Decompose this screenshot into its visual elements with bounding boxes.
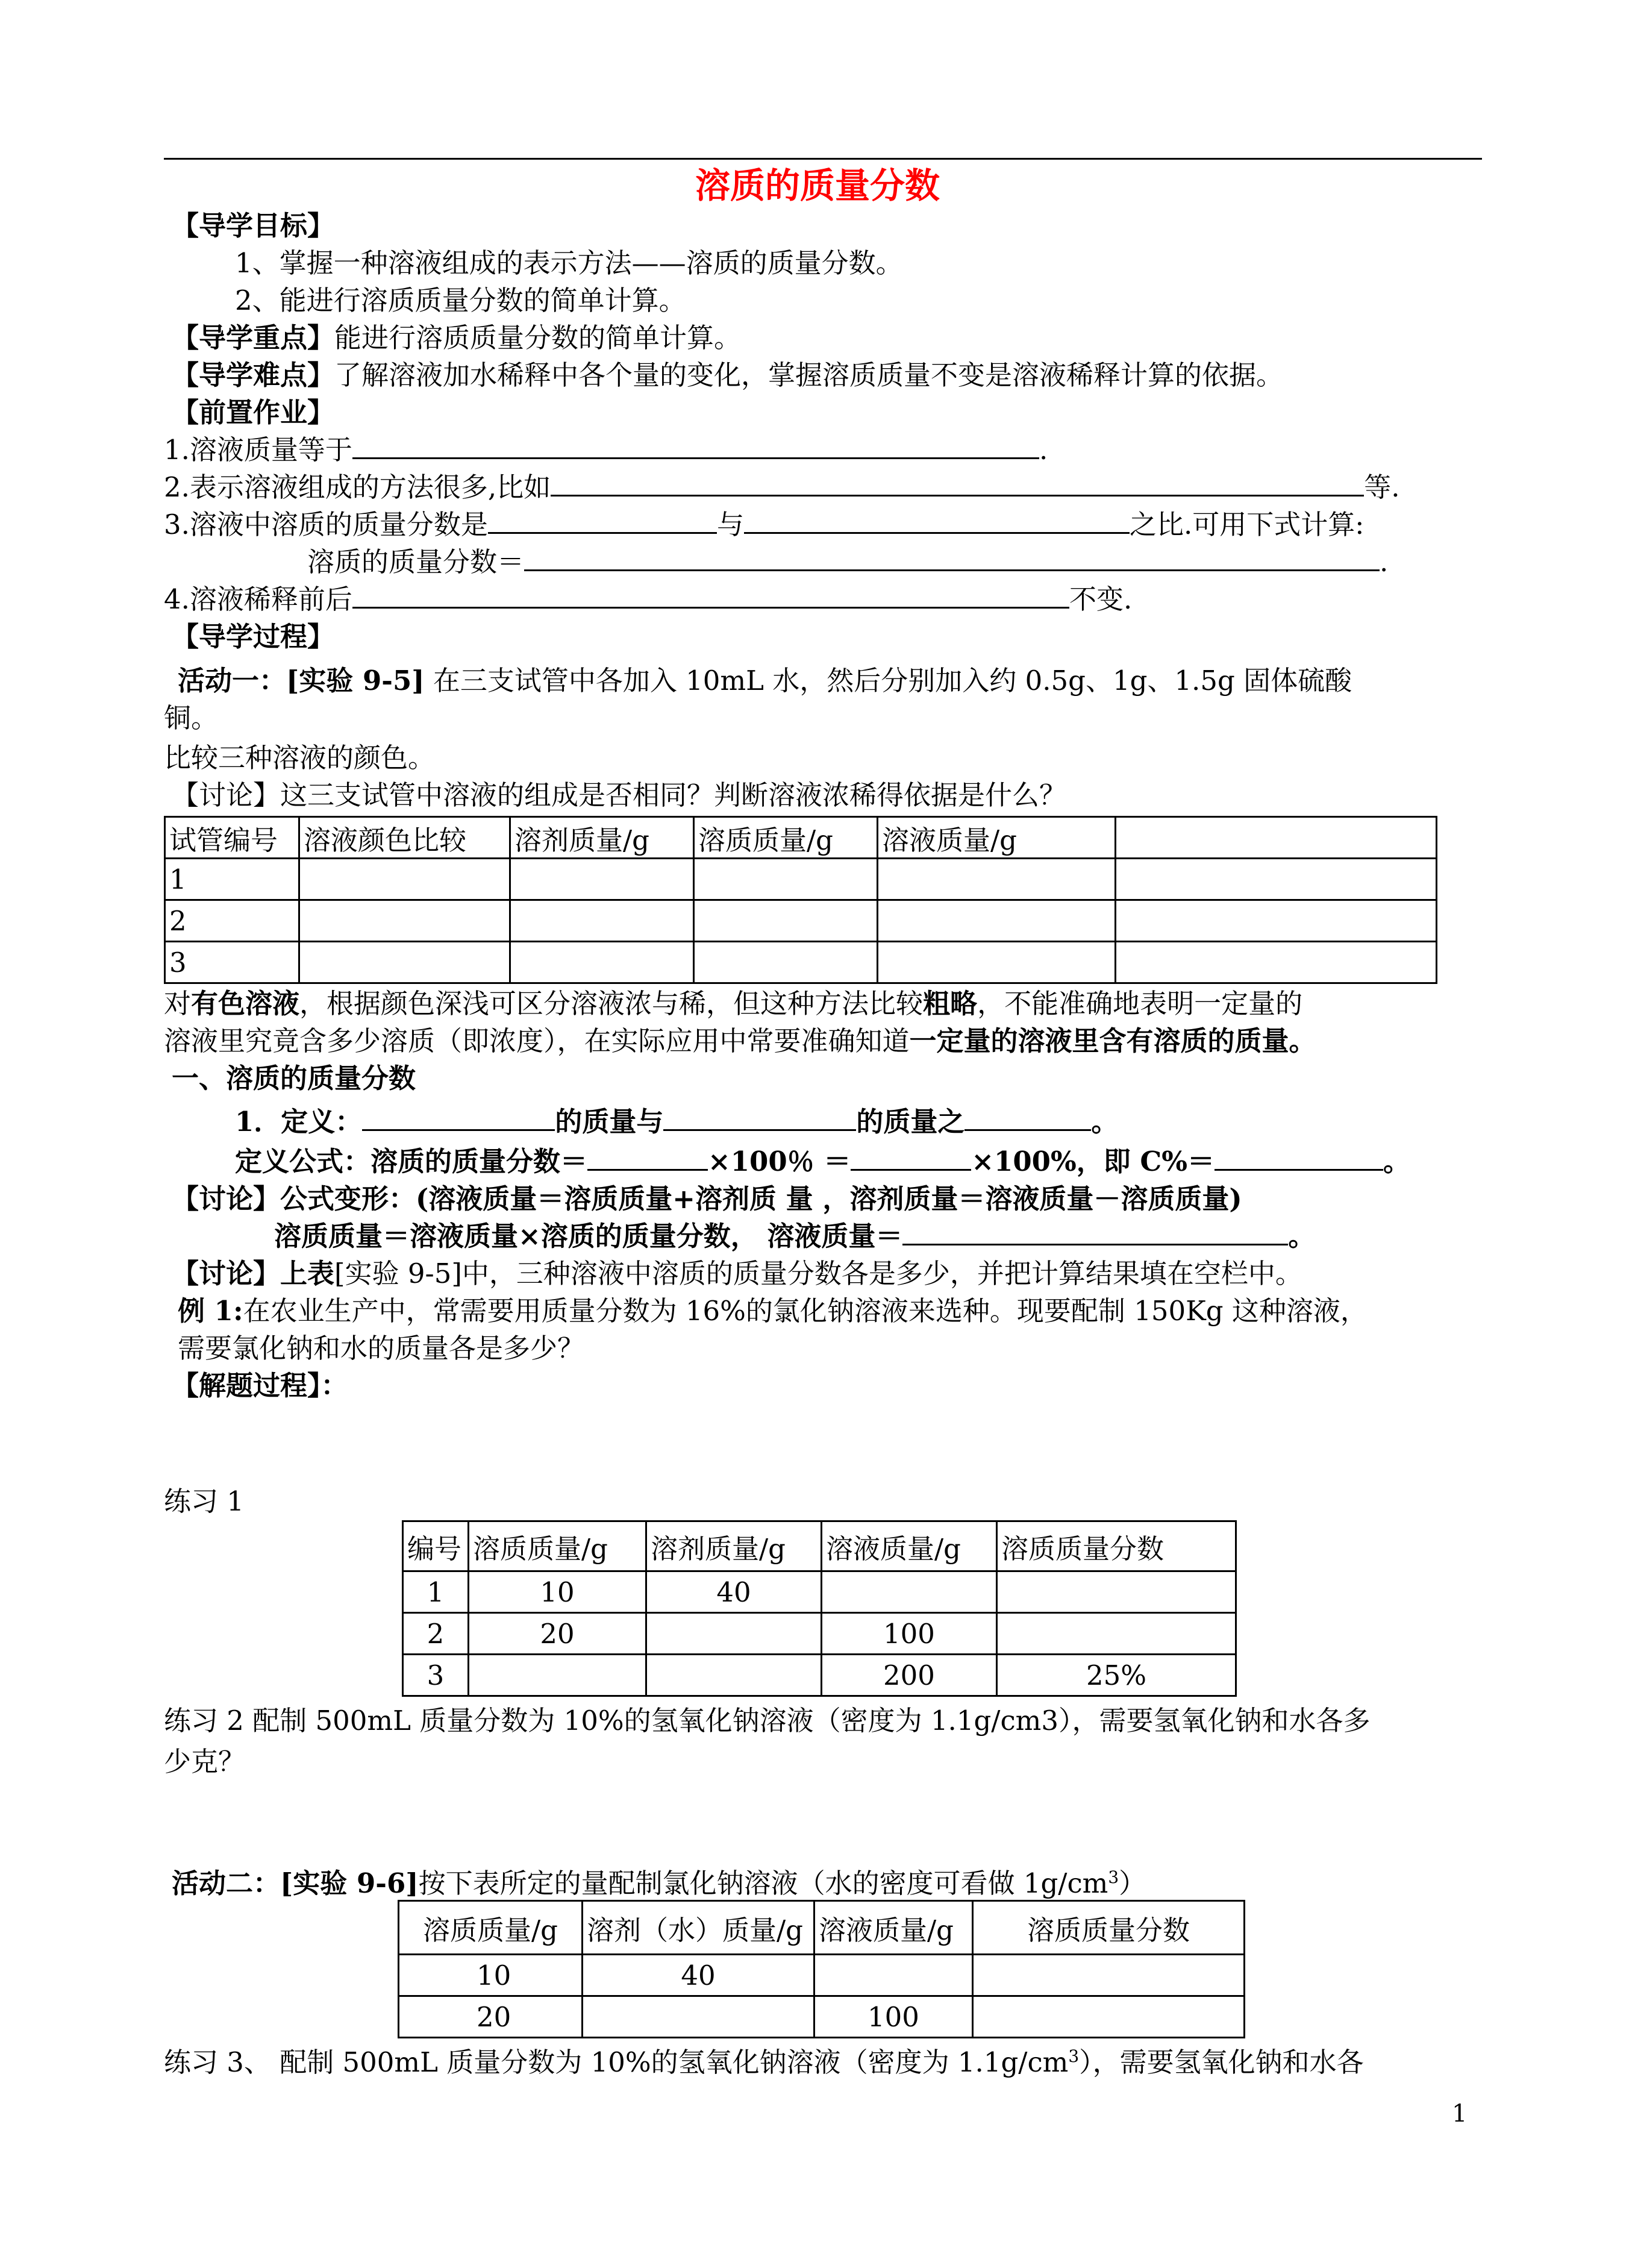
table-row [165,859,1437,900]
formula-blank-3[interactable] [1215,1144,1383,1171]
activity1-label: 活动一：[实验 9-5] [178,665,425,697]
page-title: 溶质的质量分数 [695,165,940,206]
activity1-line [178,663,1352,699]
solution-heading: 【解题过程】： [172,1370,348,1402]
table-cell[interactable] [822,1571,997,1613]
exercise3-end: ），需要氢氧化钠和水各 [1079,2046,1364,2078]
experiment-table [164,816,1437,984]
formula-blank-2[interactable] [851,1144,971,1171]
table-cell: 3 [165,942,299,983]
def-blank-1[interactable] [362,1104,555,1131]
q3-formula-blank[interactable] [524,544,1380,571]
goal-item: 2、能进行溶质质量分数的简单计算。 [235,284,686,316]
q4-blank[interactable] [352,581,1069,609]
table-header-row [399,1901,1245,1955]
table-cell: 2 [403,1613,469,1655]
formula-text: ×100%，即 C%＝ [971,1145,1215,1177]
exercise3-line [164,2038,1364,2081]
table-cell[interactable] [299,859,510,900]
table-cell[interactable] [1116,942,1437,983]
para-bold: 粗略 [923,988,978,1020]
para-text: ，根据颜色深浅可区分溶液浓与稀，但这种方法比较 [299,988,924,1020]
table-cell: 1 [403,1571,469,1613]
def-blank-3[interactable] [964,1104,1091,1131]
table-cell[interactable] [510,859,694,900]
formula-text: 定义公式：溶质的质量分数＝ [235,1145,588,1177]
table-header-cell: 溶液质量/g [814,1901,973,1955]
formula-text: 。 [1383,1145,1410,1177]
table-header-cell: 溶质质量/g [469,1521,646,1571]
q2-text: 2.表示溶液组成的方法很多,比如 [164,471,551,503]
table-cell[interactable] [646,1613,822,1655]
table-header-row [165,817,1437,859]
q4-text: 4.溶液稀释前后 [164,583,352,615]
exercise1-table [402,1520,1237,1697]
example-line-2: 需要氯化钠和水的质量各是多少？ [178,1332,585,1364]
formula-line [235,1144,1410,1180]
transform-text: 。 [1288,1220,1316,1252]
table-cell: 20 [469,1613,646,1655]
discussion-2-label: 【讨论】上表 [172,1258,335,1289]
q1-blank[interactable] [352,432,1039,459]
activity2-end: ） [1119,1867,1146,1899]
table-cell[interactable] [1116,900,1437,942]
table-cell[interactable] [814,1955,973,1996]
formula-blank-1[interactable] [587,1144,708,1171]
goals-heading: 【导学目标】 [172,210,335,242]
table-header-cell: 溶液质量/g [878,817,1116,859]
table-cell[interactable] [299,900,510,942]
header-rule [164,158,1482,160]
section-heading: 一、溶质的质量分数 [172,1062,416,1094]
table-cell: 25% [997,1655,1236,1696]
para-text: 溶液里究竟含多少溶质（即浓度），在实际应用中常要准确知道 [164,1025,910,1057]
table-header-cell: 溶质质量/g [694,817,878,859]
homework-q1 [164,432,1048,468]
table-cell[interactable] [997,1571,1236,1613]
process-heading: 【导学过程】 [172,621,335,653]
formula-text: ×100％ ＝ [708,1145,851,1177]
table-row [399,1955,1245,1996]
table-cell[interactable] [299,942,510,983]
table-cell[interactable] [694,900,878,942]
exercise1-label: 练习 1 [164,1485,244,1517]
table-cell: 10 [399,1955,583,1996]
def-blank-2[interactable] [663,1104,856,1131]
table-cell[interactable] [997,1613,1236,1655]
table-cell[interactable] [583,1996,814,2038]
table-cell: 40 [583,1955,814,1996]
table-header-row [403,1521,1236,1571]
table-row [403,1571,1236,1613]
q3-formula-text: 溶质的质量分数＝ [307,546,525,578]
q2-end: 等. [1364,471,1400,503]
homework-q3-formula [307,544,1388,580]
table-row [403,1613,1236,1655]
example-label: 例 1: [178,1295,243,1327]
table-cell[interactable] [469,1655,646,1696]
table-cell: 100 [822,1613,997,1655]
difficulty-line [172,357,1283,393]
table-row [165,900,1437,942]
table-row [403,1655,1236,1696]
table-header-cell: 溶质质量分数 [997,1521,1236,1571]
table-header-cell [1116,817,1437,859]
paragraph-line-2 [164,1023,1316,1059]
table-cell: 40 [646,1571,822,1613]
q1-text: 1.溶液质量等于 [164,434,352,466]
exercise2-line: 练习 2 配制 500mL 质量分数为 10%的氢氧化钠溶液（密度为 1.1g/cm3），需要氢氧化钠和水各多 [164,1705,1371,1737]
def-text: 1．定义： [235,1106,363,1138]
table-cell[interactable] [878,900,1116,942]
def-text: 。 [1091,1106,1119,1138]
transform-text: 溶质质量＝溶液质量×溶质的质量分数， 溶液质量＝ [274,1220,903,1252]
table-header-cell: 编号 [403,1521,469,1571]
q3-formula-end: . [1380,546,1389,578]
transform-line: 【讨论】公式变形：(溶液质量＝溶质质量+溶剂质 量 ，溶剂质量＝溶液质量－溶质质量) [172,1183,1242,1215]
table-cell[interactable] [878,942,1116,983]
table-header-cell: 溶剂质量/g [510,817,694,859]
homework-q4 [164,581,1132,618]
difficulty-text: 了解溶液加水稀释中各个量的变化，掌握溶质质量不变是溶液稀释计算的依据。 [334,359,1284,391]
q3-blank-2[interactable] [744,507,1130,534]
table-cell[interactable] [973,1955,1245,1996]
table-cell[interactable] [510,900,694,942]
page-number: 1 [1452,2100,1468,2128]
exercise3-sup: 3 [1068,2046,1080,2066]
table-cell[interactable] [973,1996,1245,2038]
homework-q2 [164,469,1400,506]
table-header-cell: 溶剂质量/g [646,1521,822,1571]
table-cell: 200 [822,1655,997,1696]
activity2-line [172,1859,1146,1902]
exercise2-line-2: 少克？ [164,1746,246,1778]
transform-blank[interactable] [902,1218,1288,1245]
table-cell[interactable] [1116,859,1437,900]
table-row [165,942,1437,983]
q4-end: 不变. [1069,583,1133,615]
activity1-text: 在三支试管中各加入 10mL 水，然后分别加入约 0.5g、1g、1.5g 固体硫酸 [433,665,1352,697]
q3-text: 3.溶液中溶质的质量分数是 [164,509,488,540]
table-cell[interactable] [694,942,878,983]
table-cell: 10 [469,1571,646,1613]
para-text: ，不能准确地表明一定量的 [977,988,1303,1020]
table-row [399,1996,1245,2038]
activity2-sup: 3 [1108,1867,1119,1887]
discussion-2-text: [实验 9-5]中，三种溶液中溶质的质量分数各是多少，并把计算结果填在空栏中。 [334,1258,1302,1289]
def-text: 的质量与 [555,1106,664,1138]
q3-text-2: 与 [716,509,744,540]
homework-heading: 【前置作业】 [172,396,335,428]
exercise3-text: 练习 3、 配制 500mL 质量分数为 10%的氢氧化钠溶液（密度为 1.1g/cm [164,2046,1069,2078]
q3-blank-1[interactable] [488,507,717,534]
activity2-label: 活动二：[实验 9-6] [172,1867,419,1899]
table-header-cell: 溶液颜色比较 [299,817,510,859]
difficulty-label: 【导学难点】 [172,359,335,391]
homework-q3 [164,507,1364,543]
key-point-text: 能进行溶质质量分数的简单计算。 [334,322,742,354]
activity1-line-3: 比较三种溶液的颜色。 [164,742,436,774]
table-header-cell: 溶质质量分数 [973,1901,1245,1955]
example-line [178,1293,1368,1329]
table-cell: 100 [814,1996,973,2038]
para-text: 对 [164,988,192,1020]
discussion-1: 【讨论】这三支试管中溶液的组成是否相同？判断溶液浓稀得依据是什么？ [172,779,1067,811]
key-point-label: 【导学重点】 [172,322,335,354]
q1-end: . [1039,434,1048,466]
table-cell: 2 [165,900,299,942]
paragraph-line-1 [164,986,1302,1022]
para-bold: 有色溶液 [191,988,300,1020]
table-cell[interactable] [646,1655,822,1696]
table-cell[interactable] [878,859,1116,900]
table-cell: 3 [403,1655,469,1696]
table-header-cell: 溶质质量/g [399,1901,583,1955]
transform-line-2 [274,1218,1315,1255]
table-header-cell: 溶液质量/g [822,1521,997,1571]
definition-line [235,1104,1118,1140]
example-text: 在农业生产中，常需要用质量分数为 16%的氯化钠溶液来选种。现要配制 150Kg 这种溶液， [243,1295,1368,1327]
para-bold: 一定量的溶液里含有溶质的质量。 [909,1025,1316,1057]
table-header-cell: 溶剂（水）质量/g [583,1901,814,1955]
table-cell[interactable] [694,859,878,900]
table-cell[interactable] [510,942,694,983]
q2-blank[interactable] [551,469,1364,497]
activity1-line-2: 铜。 [164,702,219,734]
table-cell: 1 [165,859,299,900]
discussion-2 [172,1256,1302,1292]
table-header-cell: 试管编号 [165,817,299,859]
activity2-table [398,1900,1245,2038]
def-text: 的质量之 [856,1106,965,1138]
table-cell: 20 [399,1996,583,2038]
goal-item: 1、掌握一种溶液组成的表示方法——溶质的质量分数。 [235,247,903,279]
key-point-line [172,320,741,356]
q3-text-3: 之比.可用下式计算: [1129,509,1365,540]
activity2-text: 按下表所定的量配制氯化钠溶液（水的密度可看做 1g/cm [418,1867,1108,1899]
